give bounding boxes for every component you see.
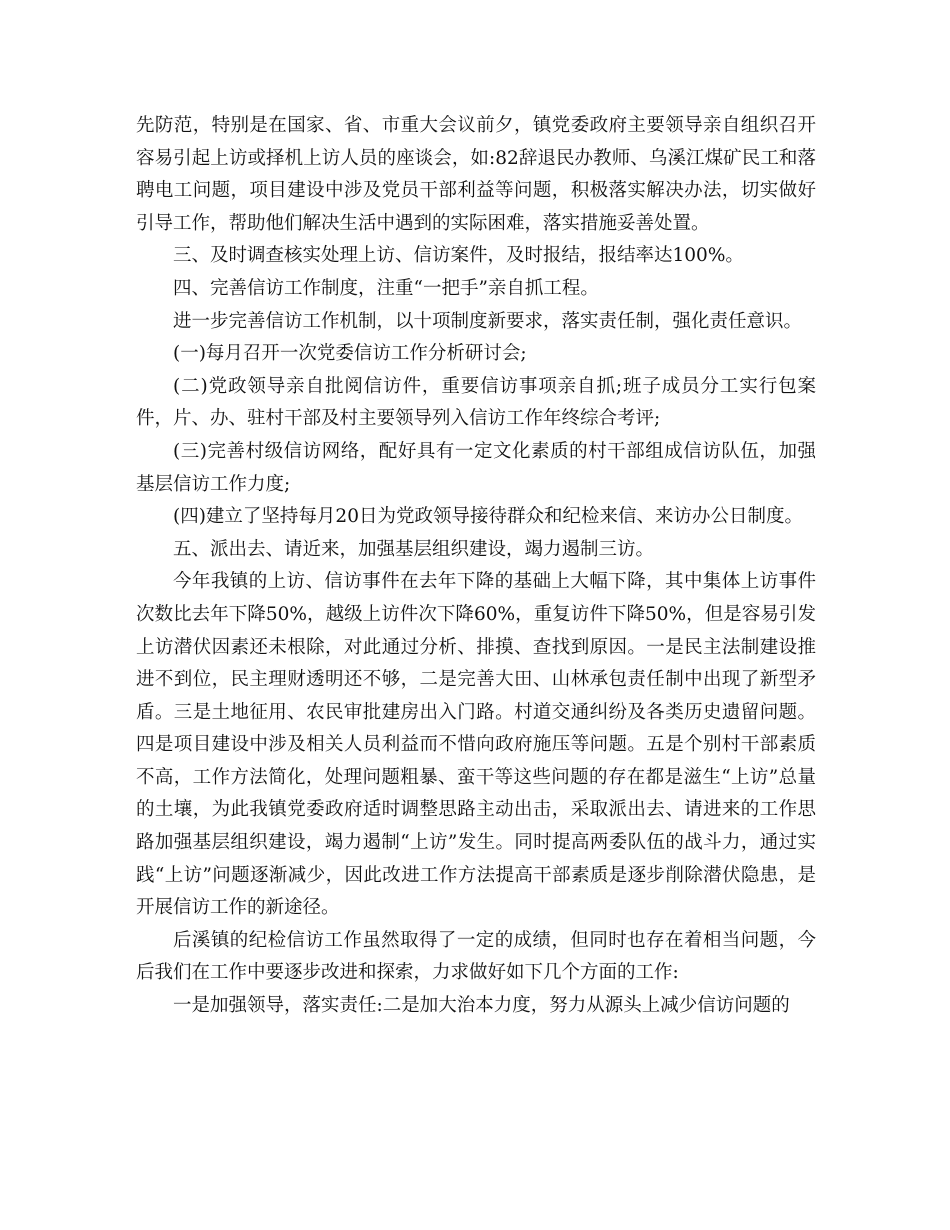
paragraph-item-one: (一)每月召开一次党委信访工作分析研讨会;: [173, 343, 527, 365]
paragraph-analysis: 今年我镇的上访、信访事件在去年下降的基础上大幅下降，其中集体上访事件次数比去年下降50%，越级上访件次下降60%，重复访件下降50%，但是容易引发上访潜伏因素还未根除，对此通过分析、排摸、查找到原因。一是民主法制建设推进不到位，民主理财透明还不够，二是完善大田、山林承包责任制中出现了新型矛盾。三是土地征用、农民审批建房出入门路。村道交通纠纷及各类历史遗留问题。四是项目建设中涉及相关人员利益而不惜向政府施压等问题。五是个别村干部素质不高，工作方法简化，处理问题粗暴、蛮干等这些问题的存在都是滋生“上访”总量的土壤，为此我镇党委政府适时调整思路主动出击，采取派出去、请进来的工作思路加强基层组织建设，竭力遏制“上访”发生。同时提高两委队伍的战斗力，通过实践“上访”问题逐渐减少，因此改进工作方法提高干部素质是逐步削除潜伏隐患，是开展信访工作的新途径。: [136, 571, 816, 919]
paragraph-mechanism: 进一步完善信访工作机制，以十项制度新要求，落实责任制，强化责任意识。: [173, 310, 803, 332]
paragraph-outlook: 后溪镇的纪检信访工作虽然取得了一定的成绩，但同时也存在着相当问题，今后我们在工作中要逐步改进和探索，力求做好如下几个方面的工作:: [136, 929, 816, 984]
paragraph-section-five: 五、派出去、请近来，加强基层组织建设，竭力遏制三访。: [173, 538, 655, 560]
paragraph-continuation: 先防范，特别是在国家、省、市重大会议前夕，镇党委政府主要领导亲自组织召开容易引起上访或择机上访人员的座谈会，如:82辞退民办教师、乌溪江煤矿民工和落聘电工问题，项目建设中涉及党员干部利益等问题，积极落实解决办法，切实做好引导工作，帮助他们解决生活中遇到的实际困难，落实措施妥善处置。: [136, 115, 816, 234]
paragraph-item-two: (二)党政领导亲自批阅信访件，重要信访事项亲自抓;班子成员分工实行包案件，片、办、驻村干部及村主要领导列入信访工作年终综合考评;: [136, 375, 816, 430]
paragraph-measures: 一是加强领导，落实责任:二是加大治本力度，努力从源头上减少信访问题的: [173, 995, 790, 1017]
paragraph-section-four: 四、完善信访工作制度，注重“一把手”亲自抓工程。: [173, 277, 599, 299]
paragraph-section-three: 三、及时调查核实处理上访、信访案件，及时报结，报结率达100%。: [173, 245, 744, 267]
document-body: [136, 110, 816, 1023]
paragraph-item-four: (四)建立了坚持每月20日为党政领导接待群众和纪检来信、来访办公日制度。: [173, 506, 803, 528]
paragraph-item-three: (三)完善村级信访网络，配好具有一定文化素质的村干部组成信访队伍，加强基层信访工作力度;: [136, 440, 816, 495]
